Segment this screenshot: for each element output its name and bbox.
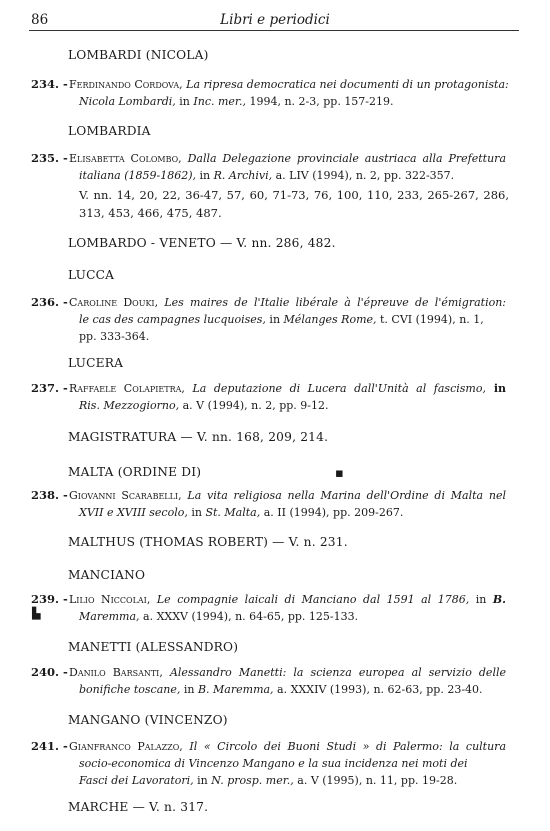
stray-mark: ▪ <box>335 466 344 481</box>
entry-number: 238. - <box>31 488 68 502</box>
entry-number: 234. - <box>31 77 68 91</box>
entry-author: Caroline Douki, <box>69 296 159 309</box>
entry-author: Lilio Niccolai, <box>69 593 151 606</box>
entry-line <box>31 167 506 184</box>
entry-239 <box>31 591 506 625</box>
entry-journal: B. <box>492 593 506 606</box>
entry-237 <box>31 380 506 414</box>
entry-journal: N. prosp. mer., <box>211 774 294 787</box>
heading-mangano: MANGANO (VINCENZO) <box>68 713 228 727</box>
entry-journal: Inc. mer., <box>193 95 246 108</box>
entry-text: t. CVI (1994), n. 1, <box>376 313 484 326</box>
entry-title: Alessandro Manetti: la scienza europea al servizio delle <box>169 666 506 679</box>
entry-text: a. LIV (1994), n. 2, pp. 322-357. <box>272 169 455 182</box>
entry-text: a. XXXIV (1993), n. 62-63, pp. 23-40. <box>273 683 483 696</box>
entry-title: La deputazione di Lucera dall'Unità al fascismo, <box>192 382 486 395</box>
entry-line <box>31 664 506 681</box>
entry-number: 241. - <box>31 739 68 753</box>
heading-lombardo-veneto: LOMBARDO - VENETO — V. nn. 286, 482. <box>68 236 336 250</box>
entry-title: le cas des campagnes lucquoises, <box>79 313 266 326</box>
entry-number: 237. - <box>31 381 68 395</box>
entry-line <box>31 591 506 608</box>
entry-title: socio-economica di Vincenzo Mangano e la sua incidenza nei moti dei <box>79 757 468 770</box>
entry-line <box>31 504 506 521</box>
entry-text: in <box>265 313 284 326</box>
entry-number: 236. - <box>31 295 68 309</box>
heading-malthus: MALTHUS (THOMAS ROBERT) — V. n. 231. <box>68 535 348 549</box>
running-title: Libri e periodici <box>220 12 330 28</box>
heading-manciano: MANCIANO <box>68 568 146 582</box>
entry-title: Les maires de l'Italie libérale à l'épreuve de l'émigration: <box>164 296 507 309</box>
entry-number: 235. - <box>31 151 68 165</box>
heading-lucera: LUCERA <box>68 356 124 370</box>
entry-journal: B. Maremma, <box>197 683 274 696</box>
entry-number: 239. - <box>31 592 68 606</box>
heading-lucca: LUCCA <box>68 268 115 282</box>
entry-journal: Maremma, <box>79 610 140 623</box>
entry-title: Dalla Delegazione provinciale austriaca alla Prefettura <box>187 152 506 165</box>
heading-manetti: MANETTI (ALESSANDRO) <box>68 640 239 654</box>
entry-title: italiana (1859-1862), <box>79 169 197 182</box>
stray-mark: ▙ <box>32 607 41 620</box>
entry-line <box>31 93 506 110</box>
entry-journal: Ris. Mezzogiorno, <box>79 399 180 412</box>
entry-author: Ferdinando Cordova, <box>69 78 183 91</box>
entry-text: in <box>175 95 194 108</box>
entry-line <box>31 150 506 167</box>
entry-title: La vita religiosa nella Marina dell'Ordine di Malta nel <box>187 489 506 502</box>
entry-author: Giovanni Scarabelli, <box>69 489 182 502</box>
entry-text: 1994, n. 2-3, pp. 157-219. <box>245 95 394 108</box>
entry-line <box>31 76 509 93</box>
entry-author: Gianfranco Palazzo, <box>69 740 183 753</box>
entry-text: a. V (1995), n. 11, pp. 19-28. <box>293 774 458 787</box>
see-also-list: V. nn. 14, 20, 22, 36-47, 57, 60, 71-73, 76, 100, 110, 233, 265-267, 286, 313, 453, 466, 475, 487. <box>79 188 509 220</box>
entry-journal: Mélanges Rome, <box>283 313 377 326</box>
entry-line <box>31 397 506 414</box>
entry-text: in <box>196 169 214 182</box>
entry-line <box>31 772 506 789</box>
heading-marche: MARCHE — V. n. 317. <box>68 800 209 814</box>
heading-lombardi: LOMBARDI (NICOLA) <box>68 48 209 62</box>
entry-journal: St. Malta, <box>205 506 261 519</box>
entry-text: in <box>187 506 206 519</box>
entry-text: in <box>469 593 493 606</box>
entry-text: a. V (1994), n. 2, pp. 9-12. <box>179 399 329 412</box>
entry-text: a. XXXV (1994), n. 64-65, pp. 125-133. <box>139 610 359 623</box>
entry-241 <box>31 738 506 789</box>
entry-title: La ripresa democratica nei documenti di un protagonista: <box>186 78 509 91</box>
entry-number: 240. - <box>31 665 68 679</box>
page-number: 86 <box>31 12 49 28</box>
heading-malta: MALTA (ORDINE DI) <box>68 465 202 479</box>
header-rule <box>29 30 519 31</box>
entry-title: Fasci dei Lavoratori, <box>79 774 194 787</box>
entry-author: Raffaele Colapietra, <box>69 382 185 395</box>
heading-lombardia: LOMBARDIA <box>68 124 151 138</box>
entry-line <box>31 294 506 311</box>
entry-text: in <box>193 774 212 787</box>
entry-text: a. II (1994), pp. 209-267. <box>260 506 404 519</box>
entry-title: Il « Circolo dei Buoni Studi » di Palermo: la cultura <box>189 740 507 753</box>
entry-author: Danilo Barsanti, <box>69 666 163 679</box>
entry-line <box>31 681 506 698</box>
entry-title: Nicola Lombardi, <box>79 95 176 108</box>
entry-line <box>31 380 506 397</box>
entry-line <box>31 487 506 504</box>
entry-235 <box>31 150 506 184</box>
entry-title: bonifiche toscane, <box>79 683 181 696</box>
entry-238 <box>31 487 506 521</box>
entry-line <box>31 738 506 755</box>
entry-line <box>31 608 506 625</box>
entry-title: Le compagnie laicali di Manciano dal 1591 al 1786, <box>156 593 470 606</box>
entry-240 <box>31 664 506 698</box>
entry-author: Elisabetta Colombo, <box>69 152 182 165</box>
entry-234 <box>31 76 509 110</box>
entry-text: in <box>180 683 198 696</box>
entry-journal: R. Archivi, <box>213 169 273 182</box>
heading-magistratura: MAGISTRATURA — V. nn. 168, 209, 214. <box>68 430 329 444</box>
entry-title: XVII e XVIII secolo, <box>79 506 188 519</box>
entry-line <box>31 311 506 328</box>
entry-text: in <box>485 382 507 395</box>
entry-line <box>31 755 506 772</box>
entry-236 <box>31 294 506 345</box>
entry-text: pp. 333-364. <box>79 330 150 343</box>
entry-line <box>31 328 506 345</box>
